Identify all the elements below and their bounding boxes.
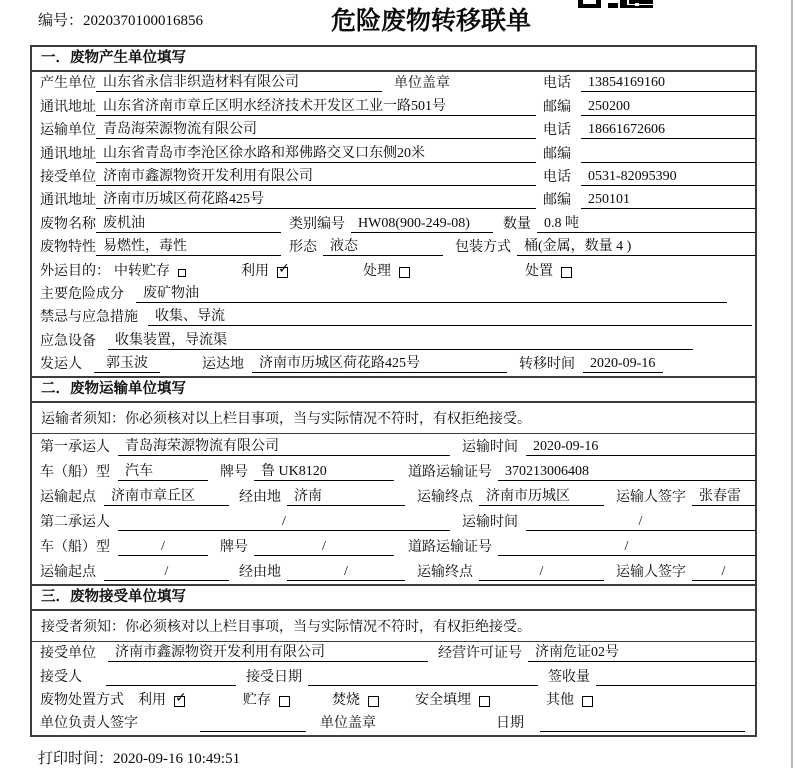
phone-group xyxy=(543,121,755,139)
accept-unit-value-field: 济南市鑫源物资开发利用有限公司 xyxy=(108,644,428,662)
zip-group xyxy=(543,191,755,209)
quantity-label: 数量 xyxy=(503,216,531,232)
permit-value-field: 济南危证02号 xyxy=(528,644,755,662)
address-value-field: 济南市历城区荷花路425号 xyxy=(96,191,536,209)
section-producer xyxy=(30,45,757,378)
row-transporter xyxy=(32,119,755,142)
checkbox-unchecked-icon xyxy=(479,696,490,707)
row-receiver-address xyxy=(32,189,755,212)
checkbox-unchecked-icon xyxy=(368,696,379,707)
date-value-field xyxy=(540,715,745,732)
via-value-field: / xyxy=(287,563,405,581)
zip-label: 邮编 xyxy=(543,99,571,115)
row-transporter-address xyxy=(32,142,755,165)
phone-label: 电话 xyxy=(543,169,571,185)
accept-unit-label: 接受单位 xyxy=(40,646,96,662)
section-transporter-heading: 二．废物运输单位填写 xyxy=(32,378,755,403)
carrier-sign-label: 运输人签字 xyxy=(616,565,686,580)
character-label: 废物特性 xyxy=(40,240,96,256)
phone-value-field: 13854169160 xyxy=(581,74,755,92)
row-vehicle-2 xyxy=(32,534,755,559)
checkbox-unchecked-icon xyxy=(561,267,572,278)
phone-label: 电话 xyxy=(543,123,571,139)
address-label: 通讯地址 xyxy=(40,99,96,115)
row-receiver xyxy=(32,166,755,189)
page-edge-line xyxy=(791,0,793,768)
section-producer-heading: 一．废物产生单位填写 xyxy=(32,47,755,72)
row-vehicle-1 xyxy=(32,459,755,484)
carrier2-value-field: / xyxy=(118,513,450,531)
disposal-option-utilize: 利用 ✓ xyxy=(138,692,185,709)
unit-seal-label: 单位盖章 xyxy=(394,76,450,92)
disposal-option-other: 其他 xyxy=(546,692,593,709)
print-time-value: 2020-09-16 10:49:51 xyxy=(113,751,241,767)
vehicle-type-label: 车（船）型 xyxy=(40,465,110,480)
recipient-value-field xyxy=(106,669,236,686)
row-producer-address xyxy=(32,95,755,118)
accept-date-value-field xyxy=(308,669,538,686)
shipper-label: 发运人 xyxy=(40,357,82,373)
form-label: 形态 xyxy=(289,240,317,256)
terminus-label: 运输终点 xyxy=(417,565,473,580)
taboo-value-field: 收集、导流 xyxy=(148,308,752,326)
zip-label: 邮编 xyxy=(543,193,571,209)
head-sign-label: 单位负责人签字 xyxy=(40,716,138,731)
receiver-notice: 接受者须知：你必须核对以上栏目事项，当与实际情况不符时，有权拒绝接受。 xyxy=(32,611,755,642)
receiver-label: 接受单位 xyxy=(40,169,96,185)
unit-seal-label: 单位盖章 xyxy=(320,716,376,731)
disposal-option-store: 贮存 xyxy=(243,692,290,709)
print-time-label: 打印时间： xyxy=(38,751,114,767)
form-value-field: 液态 xyxy=(323,238,443,256)
vehicle-type-label: 车（船）型 xyxy=(40,540,110,555)
qr-code-fragment-icon xyxy=(578,0,654,10)
producer-value-field: 山东省永信非织造材料有限公司 xyxy=(96,74,382,92)
zip-group xyxy=(543,146,755,163)
carrier1-label: 第一承运人 xyxy=(40,440,110,455)
origin-label: 运输起点 xyxy=(40,565,96,580)
transporter-label: 运输单位 xyxy=(40,123,96,139)
via-label: 经由地 xyxy=(239,565,281,580)
packing-value-field: 桶(金属，数量 4 ) xyxy=(517,238,755,256)
transporter-notice: 运输者须知：你必须核对以上栏目事项，当与实际情况不符时，有权拒绝接受。 xyxy=(32,403,755,434)
row-shipper xyxy=(32,353,755,376)
zip-value-field xyxy=(581,146,755,163)
transfer-time-value-field: 2020-09-16 xyxy=(583,355,663,373)
disposal-option-landfill: 安全填埋 xyxy=(415,692,490,709)
phone-group xyxy=(543,168,755,186)
address-value-field: 山东省济南市章丘区明水经济技术开发区工业一路501号 xyxy=(96,98,536,116)
origin-value-field: / xyxy=(104,563,229,581)
purpose-option-treat: 处理 xyxy=(363,263,410,280)
via-value-field: 济南 xyxy=(287,488,405,506)
address-value-field: 山东省青岛市李沧区徐水路和郑佛路交叉口东侧20米 xyxy=(96,145,536,163)
zip-group xyxy=(543,98,755,116)
row-hazard-component xyxy=(32,283,755,306)
vehicle-type-value-field: / xyxy=(118,538,208,556)
checkbox-unchecked-icon xyxy=(399,267,410,278)
print-time xyxy=(38,747,240,768)
accept-date-label: 接受日期 xyxy=(246,669,302,685)
character-value-field: 易燃性，毒性 xyxy=(96,238,281,256)
row-accept-unit xyxy=(32,642,755,665)
origin-value-field: 济南市章丘区 xyxy=(104,488,229,506)
row-carrier-1 xyxy=(32,434,755,459)
terminus-value-field: 济南市历城区 xyxy=(479,488,604,506)
row-waste-character xyxy=(32,236,755,259)
row-waste-name xyxy=(32,212,755,235)
plate-label: 牌号 xyxy=(220,465,248,480)
carrier-sign-value-field: / xyxy=(692,563,755,581)
road-license-label: 道路运输证号 xyxy=(408,540,492,555)
road-license-label: 道路运输证号 xyxy=(408,465,492,480)
carrier2-label: 第二承运人 xyxy=(40,515,110,530)
taboo-label: 禁忌与应急措施 xyxy=(40,310,138,326)
vehicle-type-value-field: 汽车 xyxy=(118,463,208,481)
plate-value-field: / xyxy=(254,538,394,556)
disposal-option-incinerate: 焚烧 xyxy=(332,692,379,709)
row-route-1 xyxy=(32,484,755,509)
producer-label: 产生单位 xyxy=(40,76,96,92)
transport-time-value-field: / xyxy=(526,513,755,531)
section-transporter xyxy=(30,376,757,586)
zip-label: 邮编 xyxy=(543,146,571,162)
transport-time-label: 运输时间 xyxy=(462,515,518,530)
signed-amount-label: 签收量 xyxy=(548,669,590,685)
row-recipient xyxy=(32,665,755,688)
equipment-label: 应急设备 xyxy=(40,333,96,349)
waste-name-value-field: 废机油 xyxy=(96,215,281,233)
purpose-option-dispose: 处置 xyxy=(525,263,572,280)
section-receiver xyxy=(30,584,757,737)
category-value-field: HW08(900-249-08) xyxy=(351,215,493,233)
transporter-value-field: 青岛海荣源物流有限公司 xyxy=(96,121,536,139)
doc-number-value: 2020370100016856 xyxy=(83,13,204,29)
carrier-sign-label: 运输人签字 xyxy=(616,490,686,505)
doc-number-label: 编号： xyxy=(38,13,84,29)
origin-label: 运输起点 xyxy=(40,490,96,505)
quantity-value-field: 0.8 吨 xyxy=(537,215,755,233)
checkbox-checked-icon xyxy=(174,696,185,707)
head-sign-value-field xyxy=(200,715,306,732)
purpose-option-utilize: 利用 ✓ xyxy=(241,263,288,280)
destination-label: 运达地 xyxy=(202,357,244,373)
waste-name-label: 废物名称 xyxy=(40,216,96,232)
zip-value-field: 250200 xyxy=(581,98,755,116)
row-taboo-measures xyxy=(32,306,755,329)
category-label: 类别编号 xyxy=(289,216,345,232)
hazard-label: 主要危险成分 xyxy=(40,286,124,302)
address-label: 通讯地址 xyxy=(40,146,96,162)
section-receiver-heading: 三．废物接受单位填写 xyxy=(32,586,755,611)
permit-label: 经营许可证号 xyxy=(438,646,522,662)
date-label: 日期 xyxy=(496,716,524,731)
road-license-value-field: / xyxy=(498,538,755,556)
via-label: 经由地 xyxy=(239,490,281,505)
checkbox-checked-icon xyxy=(277,267,288,278)
signed-amount-value-field xyxy=(596,669,755,686)
phone-group xyxy=(543,74,755,92)
carrier-sign-value-field: 张春雷 xyxy=(692,488,755,506)
transport-time-label: 运输时间 xyxy=(462,440,518,455)
plate-label: 牌号 xyxy=(220,540,248,555)
plate-value-field: 鲁 UK8120 xyxy=(254,463,394,481)
checkbox-unchecked-icon xyxy=(178,269,186,277)
phone-value-field: 18661672606 xyxy=(581,121,755,139)
address-label: 通讯地址 xyxy=(40,193,96,209)
destination-value-field: 济南市历城区荷花路425号 xyxy=(252,355,507,373)
row-carrier-2 xyxy=(32,509,755,534)
checkbox-unchecked-icon xyxy=(279,696,290,707)
row-producer xyxy=(32,72,755,95)
receiver-value-field: 济南市鑫源物资开发利用有限公司 xyxy=(96,168,536,186)
carrier1-value-field: 青岛海荣源物流有限公司 xyxy=(118,438,450,456)
hazard-value-field: 废矿物油 xyxy=(136,285,727,303)
packing-label: 包装方式 xyxy=(455,240,511,256)
row-transfer-purpose xyxy=(32,259,755,282)
row-responsible-sign xyxy=(32,712,755,735)
terminus-value-field: / xyxy=(479,563,604,581)
zip-value-field: 250101 xyxy=(581,191,755,209)
checkbox-unchecked-icon xyxy=(582,696,593,707)
disposal-label: 废物处置方式 xyxy=(40,692,124,708)
doc-title: 危险废物转移联单 xyxy=(331,7,532,35)
row-route-2 xyxy=(32,559,755,584)
manifest-form xyxy=(30,45,757,737)
phone-label: 电话 xyxy=(543,76,571,92)
row-disposal-method xyxy=(32,689,755,712)
terminus-label: 运输终点 xyxy=(417,490,473,505)
purpose-label: 外运目的： xyxy=(40,263,110,279)
transport-time-value-field: 2020-09-16 xyxy=(526,438,755,456)
shipper-value-field: 郭玉波 xyxy=(94,355,160,373)
transfer-time-label: 转移时间 xyxy=(519,357,575,373)
purpose-option-transit-storage: 中转贮存 xyxy=(114,263,186,280)
phone-value-field: 0531-82095390 xyxy=(581,168,755,186)
row-emergency-equipment xyxy=(32,329,755,352)
equipment-value-field: 收集装置，导流渠 xyxy=(108,332,693,350)
road-license-value-field: 370213006408 xyxy=(498,463,755,481)
recipient-label: 接受人 xyxy=(40,669,82,685)
doc-number xyxy=(38,9,203,30)
